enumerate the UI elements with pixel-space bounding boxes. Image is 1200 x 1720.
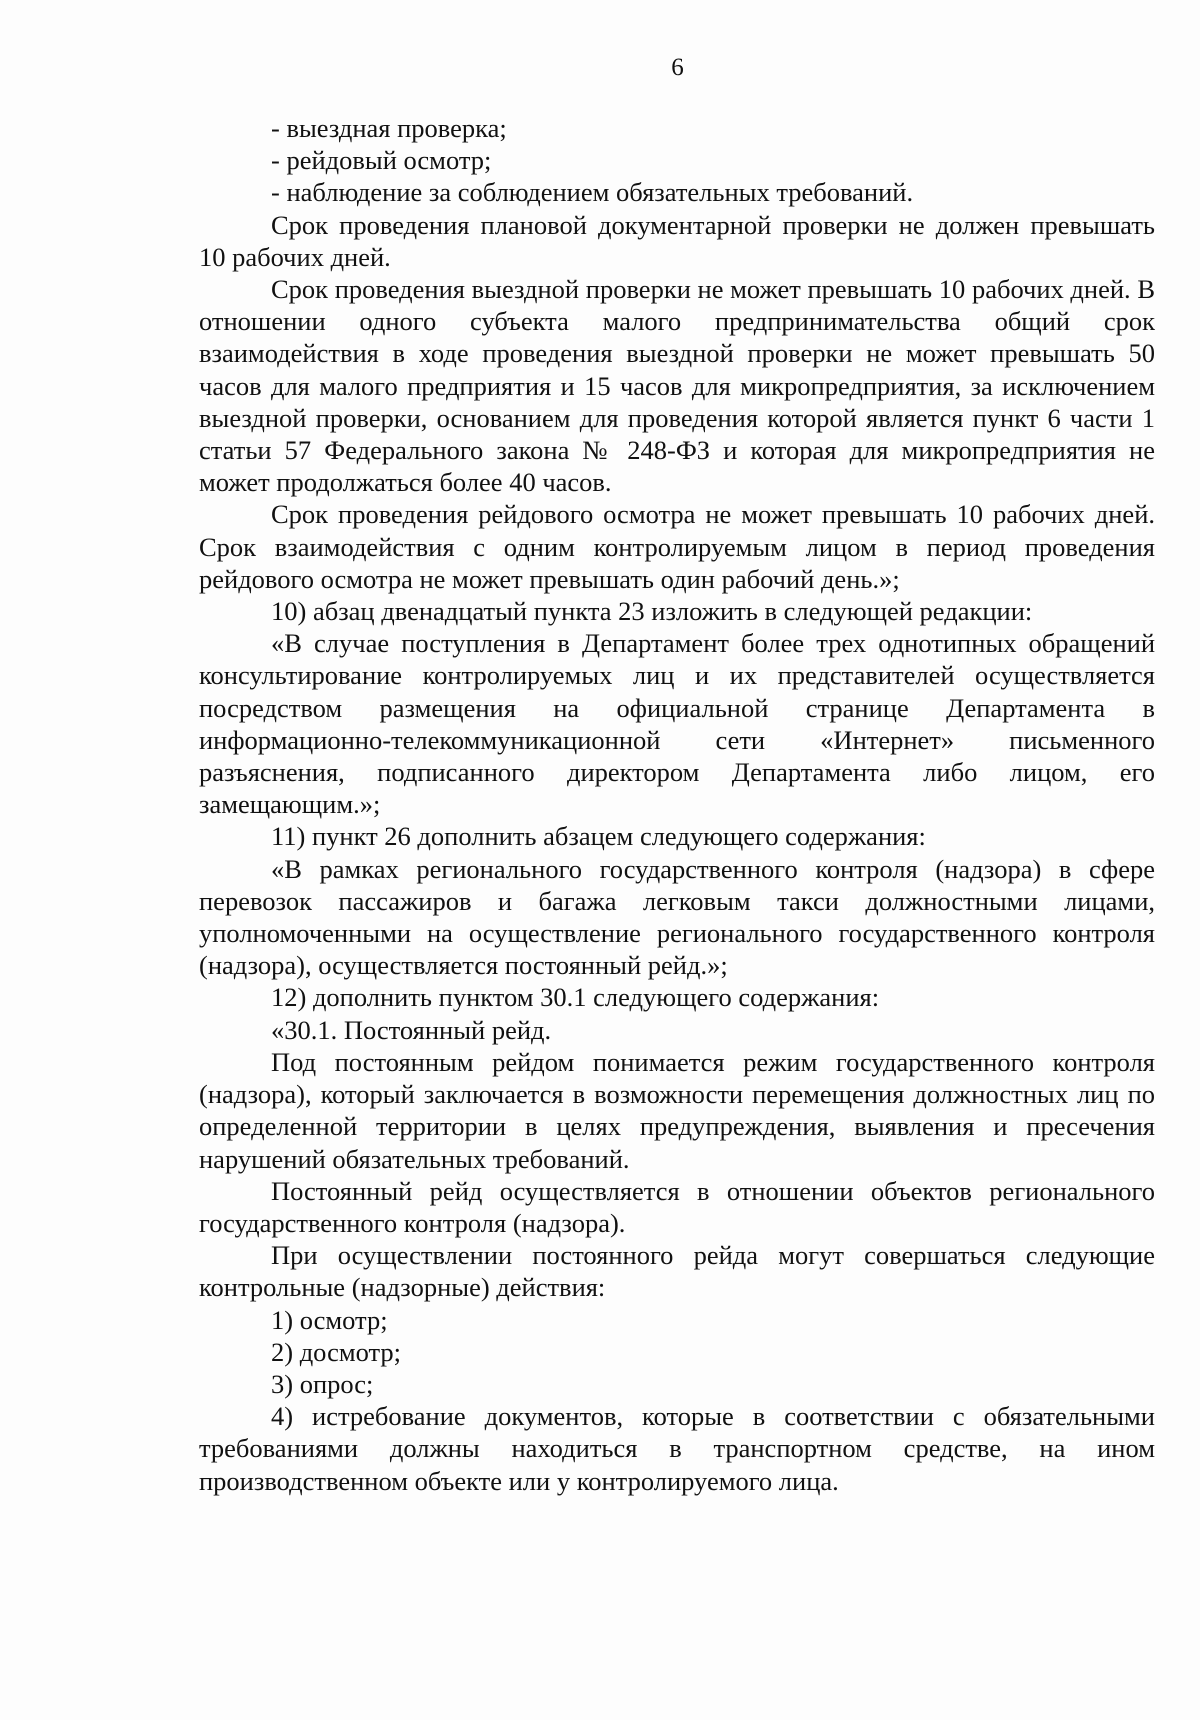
amendment-item-12: 12) дополнить пунктом 30.1 следующего содержания: <box>271 982 880 1013</box>
list-item-document-request: 4) истребование документов, которые в соответствии с обязательными требованиями должны находиться в транспортном средстве, на ином производственном объекте или у контролируемого лица. <box>199 1401 1155 1496</box>
paragraph-permanent-raid-definition: Под постоянным рейдом понимается режим государственного контроля (надзора), который заключается в возможности перемещения должностных лиц по определенной территории в целях предупреждения, выявления и пресечения нарушений обязательных требований. <box>199 1046 1155 1174</box>
paragraph-permanent-raid-objects: Постоянный рейд осуществляется в отношении объектов регионального государственного контроля (надзора). <box>199 1175 1155 1238</box>
page-number: 6 <box>671 54 684 81</box>
list-item-compliance-observation: - наблюдение за соблюдением обязательных требований. <box>271 177 914 208</box>
amendment-item-10: 10) абзац двенадцатый пункта 23 изложить в следующей редакции: <box>271 596 1033 627</box>
quoted-paragraph-taxi-control: «В рамках регионального государственного контроля (надзора) в сфере перевозок пассажиров и багажа легковым такси должностными лицами, уполномоченными на осуществление регионального государственного контроля (надзора), осуществляется постоянный рейд.»; <box>199 853 1155 981</box>
quoted-paragraph-consultation: «В случае поступления в Департамент более трех однотипных обращений консультирование контролируемых лиц и их представителей осуществляется посредством размещения на официальной странице Департамента в информационно-телекоммуникационной сети «Интернет» письменного разъяснения, подписанного директором Департамента либо лицом, его замещающим.»; <box>199 628 1155 820</box>
section-heading-30-1: «30.1. Постоянный рейд. <box>271 1014 552 1045</box>
list-item-search: 2) досмотр; <box>271 1336 402 1367</box>
list-item-raid-inspection: - рейдовый осмотр; <box>271 145 492 176</box>
amendment-item-11: 11) пункт 26 дополнить абзацем следующего содержания: <box>271 821 926 852</box>
paragraph-field-check-term: Срок проведения выездной проверки не может превышать 10 рабочих дней. В отношении одного субъекта малого предпринимательства общий срок взаимодействия в ходе проведения выездной проверки не может превышать 50 часов для малого предприятия и 15 часов для микропредприятия, за исключением выездной проверки, основанием для проведения которой является пункт 6 части 1 статьи 57 Федерального закона № 248-ФЗ и которая для микропредприятия не может продолжаться более 40 часов. <box>199 274 1155 498</box>
paragraph-control-actions-intro: При осуществлении постоянного рейда могут совершаться следующие контрольные (надзорные) действия: <box>199 1240 1155 1303</box>
paragraph-raid-term: Срок проведения рейдового осмотра не может превышать 10 рабочих дней. Срок взаимодействия с одним контролируемым лицом в период проведения рейдового осмотра не может превышать один рабочий день.»; <box>199 499 1155 594</box>
list-item-interview: 3) опрос; <box>271 1368 374 1399</box>
document-body <box>199 112 1155 1497</box>
list-item-field-inspection: - выездная проверка; <box>271 113 507 143</box>
list-item-inspection: 1) осмотр; <box>271 1304 388 1335</box>
paragraph-documentary-check-term: Срок проведения плановой документарной проверки не должен превышать 10 рабочих дней. <box>199 209 1155 272</box>
